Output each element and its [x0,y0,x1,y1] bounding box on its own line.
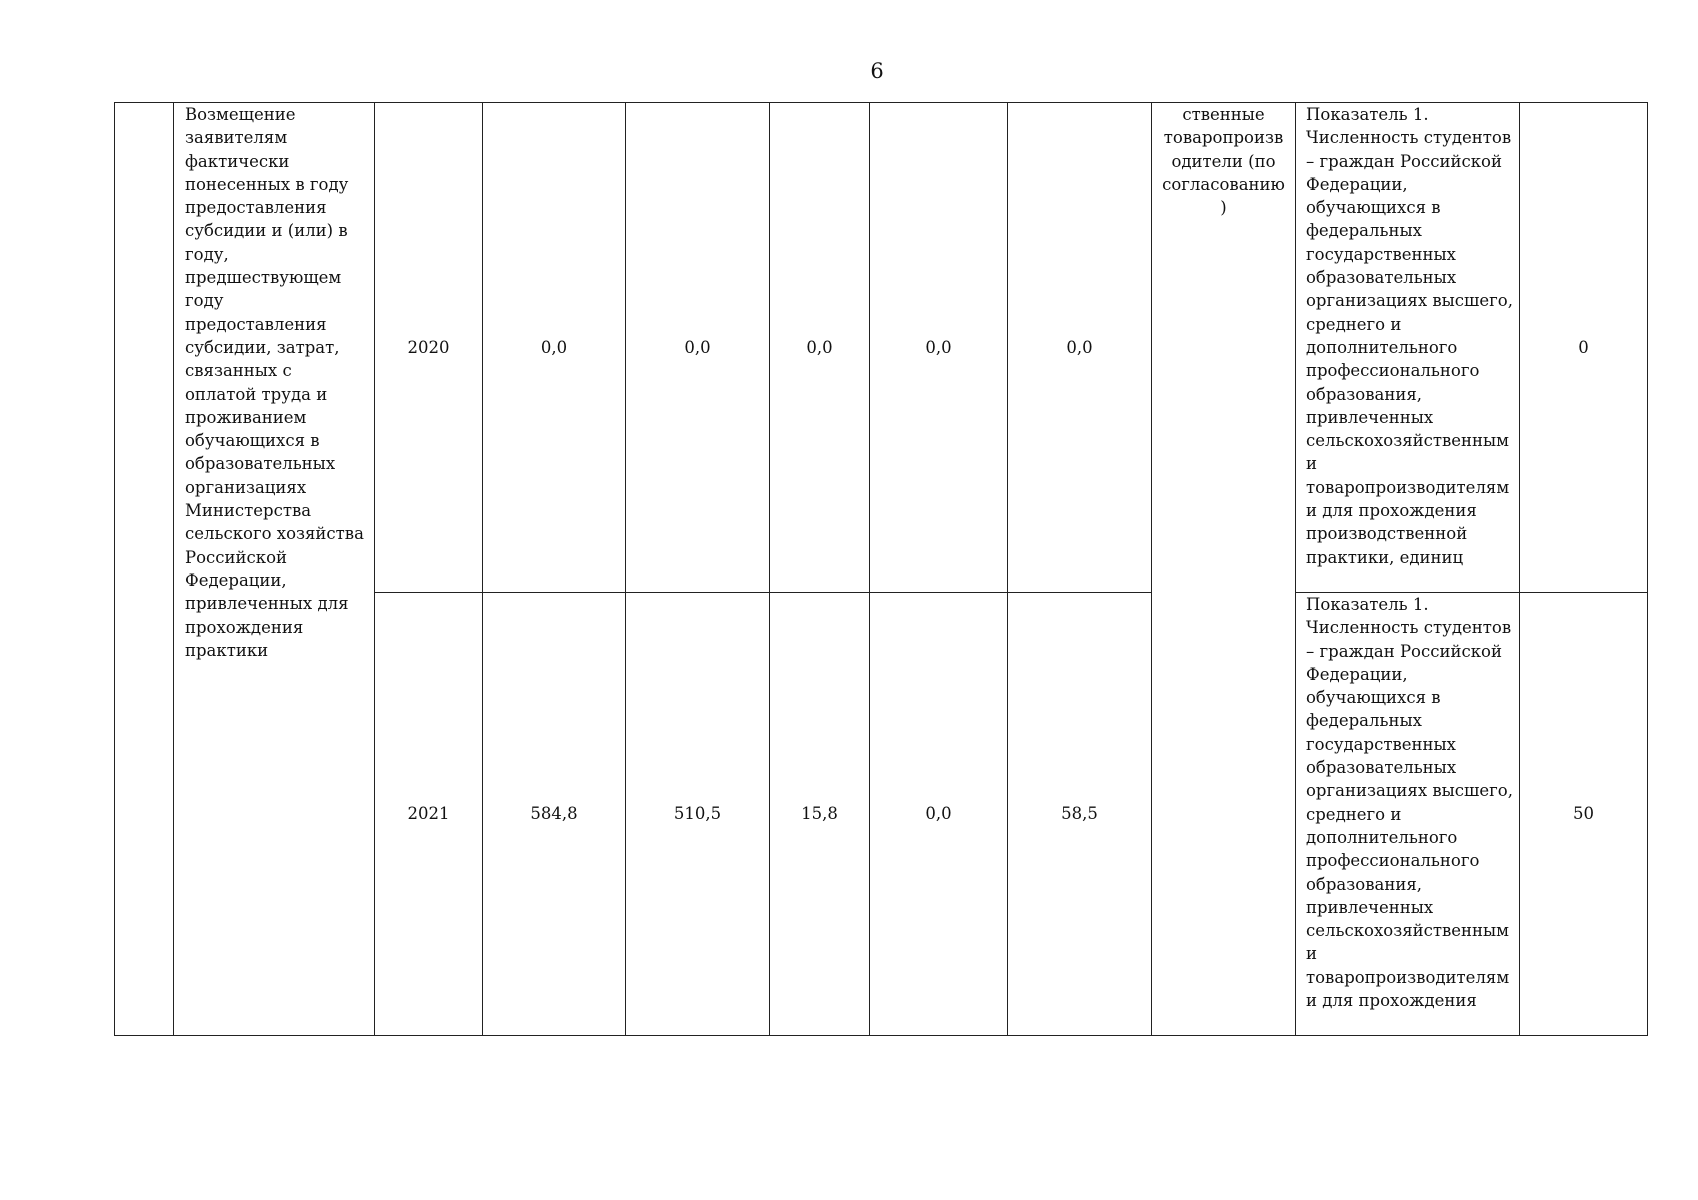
funding-local-cell: 0,0 [870,593,1008,1036]
funding-extrabudget-cell: 0,0 [1008,103,1152,593]
funding-total-cell: 584,8 [483,593,626,1036]
indicator-text: Показатель 1. Численность студентов – граждан Российской Федерации, обучающихся в федеральных государственных образовательных организациях высшего, среднего и дополнительного профессионального образования, привлеченных сельскохозяйственным и товаропроизводителям и для прохождения [1306,595,1513,1011]
measure-description: Возмещение заявителям фактически понесенных в году предоставления субсидии и (или) в году, предшествующем году предоставления субсидии, затрат, связанных с оплатой труда и проживанием обучающихся в образовательных организациях Министерства сельского хозяйства Российской Федерации, привлеченных для прохождения практики [174,103,375,1036]
funding-federal-cell: 510,5 [626,593,770,1036]
indicator-cell [1296,593,1520,1036]
indicator-cell [1296,103,1520,593]
page-number: 6 [870,59,884,83]
indicator-value-cell: 0 [1520,103,1648,593]
year-cell: 2020 [375,103,483,593]
indicator-value-cell: 50 [1520,593,1648,1036]
program-table [114,102,1648,1036]
funding-federal-cell: 0,0 [626,103,770,593]
executors-cell: ственные товаропроизв одители (по согласованию ) [1152,103,1296,1036]
funding-regional-cell: 15,8 [770,593,870,1036]
row-number-cell [115,103,174,1036]
funding-total-cell: 0,0 [483,103,626,593]
funding-regional-cell: 0,0 [770,103,870,593]
funding-local-cell: 0,0 [870,103,1008,593]
table-row [115,103,1648,593]
indicator-text: Показатель 1. Численность студентов – граждан Российской Федерации, обучающихся в федеральных государственных образовательных организациях высшего, среднего и дополнительного профессионального образования, привлеченных сельскохозяйственным и товаропроизводителям и для прохождения производственной практики, единиц [1306,105,1513,567]
funding-extrabudget-cell: 58,5 [1008,593,1152,1036]
year-cell: 2021 [375,593,483,1036]
